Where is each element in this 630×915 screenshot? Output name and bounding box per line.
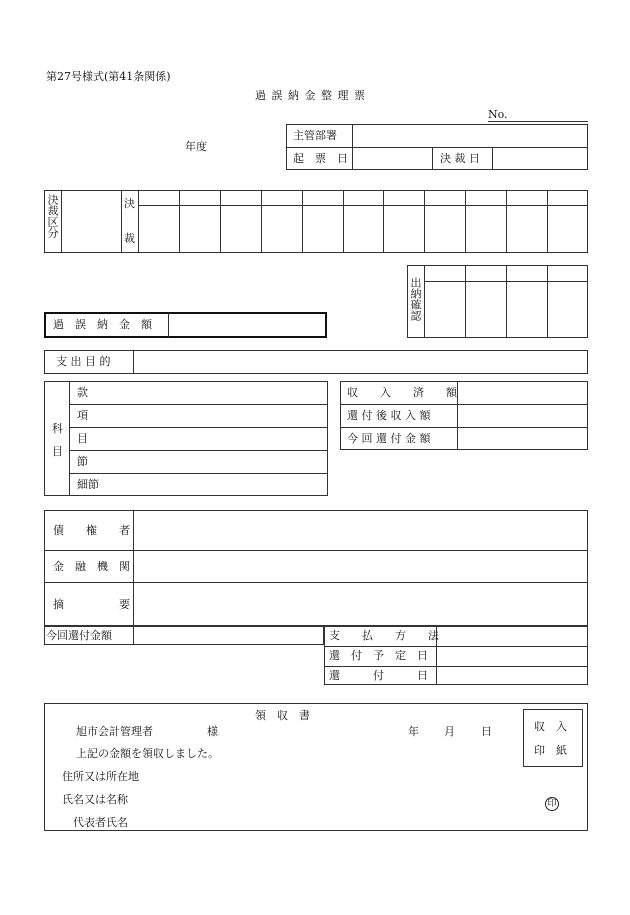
receipt-addressee: 旭市会計管理者 [76, 725, 153, 738]
decision-stamp-cell[interactable] [303, 206, 342, 252]
bank-label: 金 融 機 関 [53, 560, 130, 573]
decision-stamp-cell[interactable] [384, 206, 423, 252]
receipt-honorific: 様 [207, 725, 218, 738]
representative-field[interactable] [160, 812, 460, 830]
subject-label-top: 科 [52, 422, 63, 435]
decision-stamp-cell[interactable] [262, 206, 301, 252]
disbursement-check-label: 出納確認 [409, 277, 422, 321]
refund-date-field[interactable] [437, 667, 587, 684]
draft-date-label: 起 票 日 [293, 152, 348, 165]
address-label: 住所又は所在地 [62, 770, 139, 783]
subject-saisetsu: 細節 [77, 478, 99, 491]
purpose-label: 支 出 目 的 [56, 355, 111, 368]
fiscal-year-label: 年度 [185, 140, 207, 153]
purpose-field[interactable] [134, 351, 587, 373]
decision-stamp-cell[interactable] [139, 206, 178, 252]
decision-date-field[interactable] [493, 148, 587, 169]
divider [465, 265, 466, 338]
divider [69, 427, 328, 428]
note-field[interactable] [134, 583, 587, 625]
decision-category-label: 決裁区分 [46, 194, 59, 238]
creditor-field[interactable] [134, 511, 587, 549]
divider [69, 450, 328, 451]
received-amount-field[interactable] [458, 382, 587, 403]
revenue-stamp-line2: 印 紙 [534, 744, 567, 757]
receipt-day: 日 [481, 725, 492, 738]
receipt-year: 年 [408, 725, 419, 738]
decision-label-bottom: 裁 [124, 232, 135, 245]
decision-stamp-cell[interactable] [180, 206, 219, 252]
divider [69, 473, 328, 474]
decision-label-top: 決 [124, 197, 135, 210]
disbursement-check-table [407, 265, 588, 338]
revenue-stamp-box [523, 709, 583, 767]
decision-stamp-cell[interactable] [344, 206, 383, 252]
decision-category-field[interactable] [62, 191, 120, 252]
decision-stamp-cell[interactable] [425, 206, 464, 252]
received-amount-label: 収 入 済 額 [347, 386, 457, 399]
decision-stamp-cell[interactable] [548, 206, 587, 252]
representative-label: 代表者氏名 [73, 816, 128, 829]
divider [121, 190, 122, 253]
receipt-title: 領 収 書 [255, 709, 310, 722]
post-refund-income-field[interactable] [458, 405, 587, 426]
current-refund-field[interactable] [458, 428, 587, 449]
decision-stamp-cell[interactable] [466, 206, 505, 252]
address-field[interactable] [160, 766, 460, 786]
payment-method-label: 支 払 方 法 [329, 629, 439, 642]
post-refund-income-label: 還 付 後 収 入 額 [347, 409, 431, 422]
refund-date-label: 還 付 日 [329, 669, 428, 682]
bank-field[interactable] [134, 551, 587, 581]
subject-moku: 目 [77, 432, 88, 445]
refund-scheduled-date-label: 還 付 予 定 日 [329, 649, 428, 662]
receipt-received-text: 上記の金額を領収しました。 [76, 747, 219, 760]
dept-field[interactable] [353, 125, 587, 146]
name-label: 氏名又は名称 [62, 793, 128, 806]
overpayment-amount-field[interactable] [170, 314, 325, 336]
form-title: 過 誤 納 金 整 理 票 [255, 89, 366, 102]
subject-label-bottom: 目 [52, 445, 63, 458]
current-refund-label: 今 回 還 付 金 額 [347, 432, 431, 445]
no-label: No. [488, 108, 508, 121]
note-label: 摘 要 [53, 598, 130, 611]
decision-stamp-cell[interactable] [507, 206, 546, 252]
draft-date-field[interactable] [353, 148, 431, 169]
divider [424, 265, 425, 338]
no-underline [488, 121, 588, 122]
divider [69, 404, 328, 405]
refund-amount-label: 今回還付金額 [46, 629, 112, 642]
payment-method-field[interactable] [437, 627, 587, 645]
refund-scheduled-date-field[interactable] [437, 647, 587, 665]
decision-stamp-cell[interactable] [221, 206, 260, 252]
divider [168, 313, 169, 337]
divider [506, 265, 507, 338]
divider [547, 265, 548, 338]
seal-mark-text: 印 [547, 798, 557, 809]
subject-kan: 款 [77, 386, 88, 399]
overpayment-amount-label: 過 誤 納 金 額 [53, 318, 152, 331]
revenue-stamp-line1: 収 入 [534, 720, 567, 733]
creditor-label: 債 権 者 [53, 524, 130, 537]
form-number: 第27号様式(第41条関係) [46, 70, 171, 83]
subject-setsu: 節 [77, 455, 88, 468]
name-field[interactable] [160, 789, 460, 809]
refund-amount-field[interactable] [134, 627, 323, 644]
decision-date-label: 決 裁 日 [440, 152, 480, 165]
dept-label: 主管部署 [293, 129, 337, 142]
seal-mark-icon [545, 797, 559, 811]
divider [69, 381, 70, 496]
divider [432, 147, 433, 170]
subject-kou: 項 [77, 409, 88, 422]
receipt-month: 月 [444, 725, 455, 738]
